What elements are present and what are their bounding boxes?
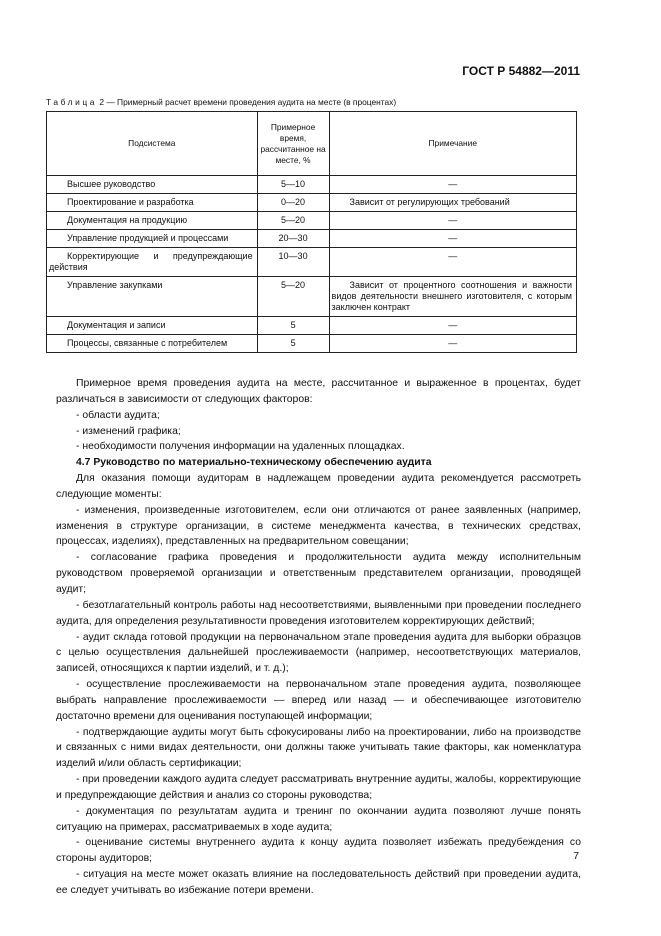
cell-time: 10—30 xyxy=(257,248,329,277)
table-row xyxy=(47,194,577,212)
cell-time: 5—20 xyxy=(257,277,329,317)
cell-note: — xyxy=(329,248,576,277)
section-heading: 4.7 Руководство по материально-техническому обеспечению аудита xyxy=(76,457,432,469)
cell-subsystem: Корректирующие и предупреждающие действия xyxy=(47,248,258,277)
table-header-row xyxy=(47,112,577,176)
list-item: - согласование графика проведения и продолжительности аудита между исполнительным руководством проверяемой организации и ответственным представителем организации, проводящей аудит; xyxy=(56,552,581,595)
cell-time: 5 xyxy=(257,317,329,335)
paragraph-section-intro: Для оказания помощи аудиторам в надлежащем проведении аудита рекомендуется рассмотреть следующие моменты: xyxy=(56,473,581,500)
list-item: - безотлагательный контроль работы над несоответствиями, выявленными при проведении последнего аудита, для определения результативности проведения изготовителем корректирующих действий; xyxy=(56,599,581,627)
list-item: - ситуация на месте может оказать влияние на последовательность действий при проведении аудита, ее следует учитывать во избежание потери времени. xyxy=(56,869,581,896)
table-row xyxy=(47,248,577,277)
cell-time: 5—20 xyxy=(257,212,329,230)
audit-time-table xyxy=(46,111,577,353)
factor-item: - изменений графика; xyxy=(76,425,181,437)
list-item: - подтверждающие аудиты могут быть сфокусированы либо на проектировании, либо на производстве и связанных с ними видах деятельности, они должны также учитывать такие факторы, как номенклатура изделий и/или область сертификации; xyxy=(56,726,581,770)
table-caption xyxy=(46,97,396,107)
list-item: - документация по результатам аудита и тренинг по окончании аудита позволяют лучше понять ситуацию на примерах, рассматриваемых в ходе аудита; xyxy=(56,805,581,833)
document-id: ГОСТ Р 54882—2011 xyxy=(462,64,580,78)
table-row xyxy=(47,230,577,248)
cell-note: — xyxy=(329,230,576,248)
factor-item: - области аудита; xyxy=(76,409,160,421)
cell-subsystem: Процессы, связанные с потребителем xyxy=(47,335,258,353)
header-time: Примерное время, рассчитанное на месте, % xyxy=(257,112,329,176)
cell-note: — xyxy=(329,335,576,353)
cell-note: Зависит от процентного соотношения и важности видов деятельности внешнего изготовителя, с которым заключен контракт xyxy=(329,277,576,317)
factor-item: - необходимости получения информации на удаленных площадках. xyxy=(76,441,405,453)
list-item: - оценивание системы внутреннего аудита к концу аудита позволяет избежать предубеждения со стороны аудиторов; xyxy=(56,837,581,865)
table-row xyxy=(47,317,577,335)
list-item: - при проведении каждого аудита следует рассматривать внутренние аудиты, жалобы, корректирующие и предупреждающие действия и анализ со стороны руководства; xyxy=(56,774,581,801)
header-subsystem: Подсистема xyxy=(47,112,258,176)
cell-time: 5—10 xyxy=(257,176,329,194)
cell-time: 20—30 xyxy=(257,230,329,248)
table-row xyxy=(47,277,577,317)
cell-note: Зависит от регулирующих требований xyxy=(329,194,576,212)
table-row xyxy=(47,212,577,230)
cell-note: — xyxy=(329,176,576,194)
table-row xyxy=(47,176,577,194)
table-caption-prefix: Таблица xyxy=(46,97,98,107)
table-caption-text: 2 — Примерный расчет времени проведения аудита на месте (в процентах) xyxy=(99,97,397,107)
cell-note: — xyxy=(329,317,576,335)
cell-note: — xyxy=(329,212,576,230)
cell-subsystem: Высшее руководство xyxy=(47,176,258,194)
list-item: - аудит склада готовой продукции на первоначальном этапе проведения аудита для выборки образцов с целью осуществления дальнейшей прослеживаемости (например, несоответствующих материалов, записей, относящихся к партии изделий, и т. д.); xyxy=(56,631,581,675)
page-number: 7 xyxy=(573,851,579,862)
body-text xyxy=(56,376,581,899)
cell-time: 0—20 xyxy=(257,194,329,212)
list-item: - осуществление прослеживаемости на первоначальном этапе проведения аудита, позволяющее выбрать направление прослеживаемости — вперед или назад — и обеспечивающее изготовителю достаточно времени для оценивания поступающей информации; xyxy=(56,679,581,722)
cell-subsystem: Управление продукцией и процессами xyxy=(47,230,258,248)
table-row xyxy=(47,335,577,353)
cell-subsystem: Управление закупками xyxy=(47,277,258,317)
cell-subsystem: Проектирование и разработка xyxy=(47,194,258,212)
header-note: Примечание xyxy=(329,112,576,176)
cell-time: 5 xyxy=(257,335,329,353)
list-item: - изменения, произведенные изготовителем, если они отличаются от ранее заявленных (например, изменения в структуре организации, в системе менеджмента качества, в технических средствах, процессах, изделиях), представленных на предварительном совещании; xyxy=(56,504,581,548)
cell-subsystem: Документация и записи xyxy=(47,317,258,335)
cell-subsystem: Документация на продукцию xyxy=(47,212,258,230)
paragraph-intro: Примерное время проведения аудита на месте, рассчитанное и выраженное в процентах, будет различаться в зависимости от следующих факторов: xyxy=(56,378,581,405)
